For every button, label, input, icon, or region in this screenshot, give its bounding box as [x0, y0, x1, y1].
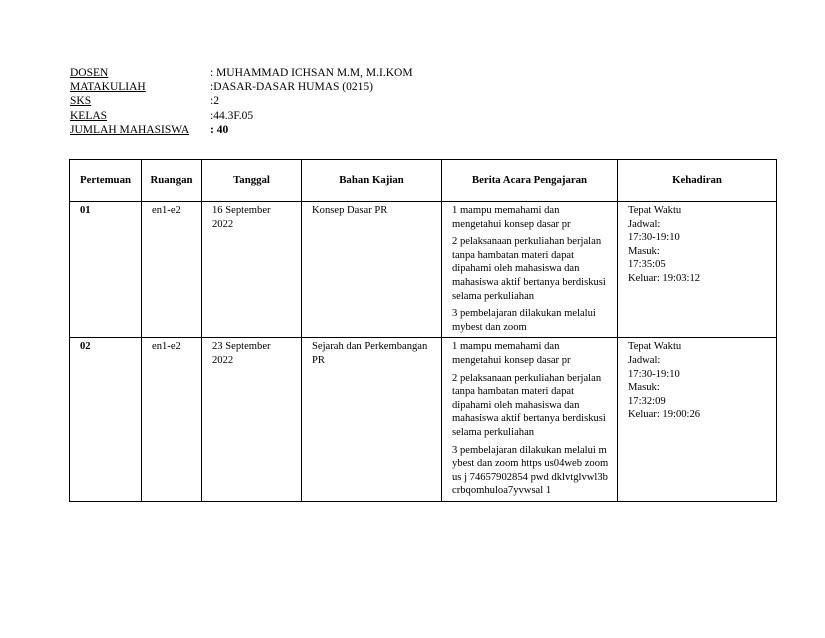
jumlah-mahasiswa-label: JUMLAH MAHASISWA	[70, 123, 190, 136]
berita-item: 3 pembelajaran dilakukan melalui mybest dan zoom https us04web zoom us j 74657902854 pwd dklvtglvwl3bcrbqomhuloa7yvwsal 1	[452, 444, 609, 497]
matakuliah-value: :DASAR-DASAR HUMAS (0215)	[210, 81, 373, 94]
course-info	[70, 66, 413, 137]
kehadiran-jadwal: 17:30-19:10	[628, 368, 680, 380]
header-bahan-kajian: Bahan Kajian	[302, 160, 442, 202]
sks-label: SKS	[70, 95, 92, 108]
dosen-label: DOSEN	[70, 67, 109, 79]
berita-item: 1 mampu memahami dan mengetahui konsep dasar pr	[452, 205, 571, 230]
jumlah-mahasiswa-value: : 40	[210, 123, 229, 136]
cell-berita-acara	[442, 202, 618, 338]
cell-bahan-kajian: Konsep Dasar PR	[302, 202, 442, 338]
dosen-value: : MUHAMMAD ICHSAN M.M, M.I.KOM	[210, 67, 413, 79]
berita-item: 1 mampu memahami dan mengetahui konsep dasar pr	[452, 341, 571, 366]
info-row-matakuliah	[70, 80, 413, 94]
attendance-table	[69, 159, 777, 502]
table-row	[70, 338, 777, 502]
kelas-value: :44.3F.05	[210, 109, 254, 122]
info-row-sks	[70, 94, 413, 108]
berita-item: 2 pelaksanaan perkuliahan berjalan tanpa hambatan materi dapat dipahami oleh mahasiswa dan mahasiswa aktif bertanya berdiskusi selama perkuliahan	[452, 236, 606, 302]
cell-ruangan: en1-e2	[142, 338, 202, 502]
kehadiran-masuk-label: Masuk:	[628, 245, 660, 257]
kehadiran-masuk-label: Masuk:	[628, 382, 660, 394]
cell-pertemuan: 02	[70, 338, 142, 502]
header-tanggal: Tanggal	[202, 160, 302, 202]
kelas-label: KELAS	[70, 109, 108, 122]
header-pertemuan: Pertemuan	[70, 160, 142, 202]
info-row-jumlah-mahasiswa	[70, 123, 413, 137]
kehadiran-keluar: Keluar: 19:03:12	[628, 272, 701, 284]
kehadiran-status: Tepat Waktu	[628, 341, 682, 353]
table-row	[70, 202, 777, 338]
cell-tanggal: 23 September 2022	[202, 338, 302, 502]
cell-kehadiran	[618, 202, 777, 338]
kehadiran-masuk: 17:32:09	[628, 395, 666, 407]
info-row-dosen	[70, 66, 413, 80]
table-header-row	[70, 160, 777, 202]
kehadiran-jadwal-label: Jadwal:	[628, 354, 661, 366]
kehadiran-masuk: 17:35:05	[628, 259, 666, 271]
cell-tanggal: 16 September 2022	[202, 202, 302, 338]
cell-kehadiran	[618, 338, 777, 502]
matakuliah-label: MATAKULIAH	[70, 81, 146, 94]
kehadiran-jadwal-label: Jadwal:	[628, 218, 661, 230]
info-row-kelas	[70, 109, 413, 123]
kehadiran-status: Tepat Waktu	[628, 205, 682, 216]
kehadiran-jadwal: 17:30-19:10	[628, 232, 680, 244]
header-berita-acara: Berita Acara Pengajaran	[442, 160, 618, 202]
cell-pertemuan: 01	[70, 202, 142, 338]
cell-berita-acara	[442, 338, 618, 502]
header-kehadiran: Kehadiran	[618, 160, 777, 202]
berita-item: 3 pembelajaran dilakukan melalui mybest dan zoom	[452, 308, 596, 333]
header-ruangan: Ruangan	[142, 160, 202, 202]
cell-ruangan: en1-e2	[142, 202, 202, 338]
sks-value: :2	[210, 95, 219, 108]
berita-item: 2 pelaksanaan perkuliahan berjalan tanpa hambatan materi dapat dipahami oleh mahasiswa dan mahasiswa aktif bertanya berdiskusi selama perkuliahan	[452, 372, 606, 438]
cell-bahan-kajian: Sejarah dan Perkembangan PR	[302, 338, 442, 502]
kehadiran-keluar: Keluar: 19:00:26	[628, 409, 701, 421]
